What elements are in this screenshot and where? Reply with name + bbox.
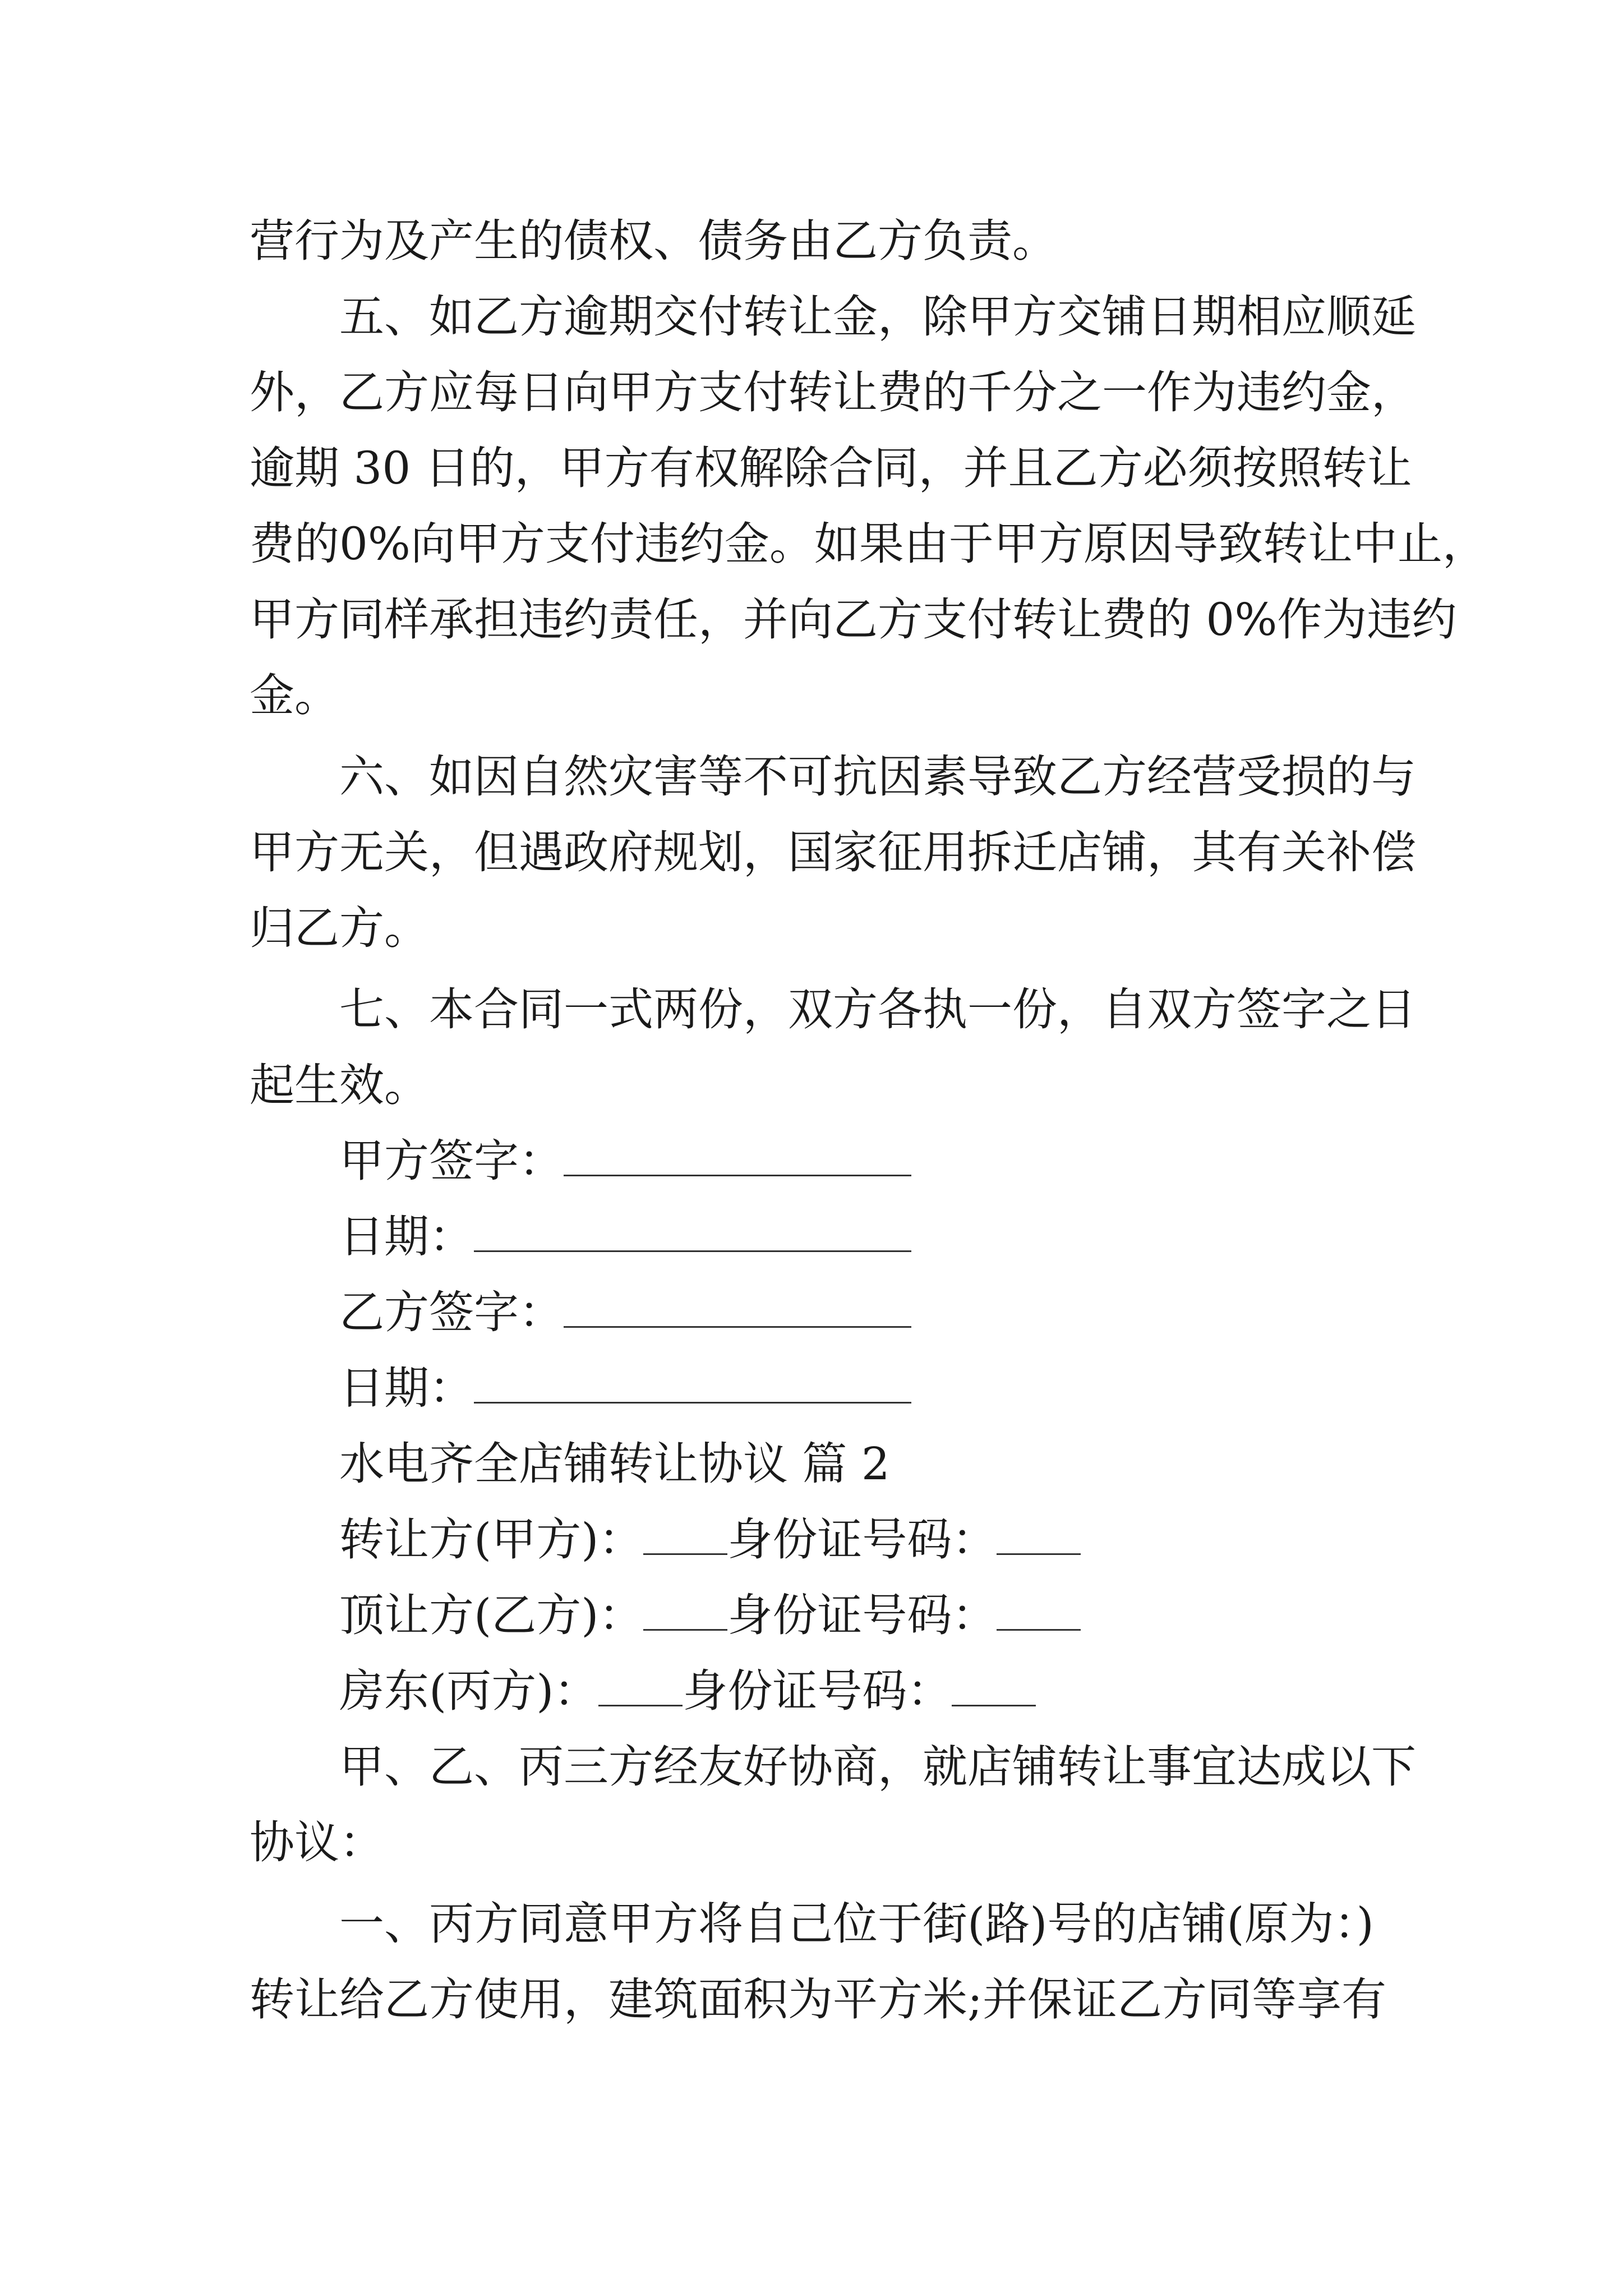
paragraph-line: 协议： — [250, 1816, 384, 1869]
transferee-id-blank[interactable] — [997, 1590, 1081, 1631]
transferor-name-blank[interactable] — [643, 1514, 727, 1555]
date-2-blank[interactable] — [474, 1363, 911, 1404]
paragraph-line: 起生效。 — [250, 1059, 429, 1111]
landlord-id-blank[interactable] — [952, 1665, 1036, 1706]
paragraph-line: 营行为及产生的债权、债务由乙方负责。 — [250, 215, 1057, 267]
section-title: 水电齐全店铺转让协议 篇 2 — [339, 1438, 890, 1490]
paragraph-line: 费的0%向甲方支付违约金。如果由于甲方原因导致转让中止， — [250, 518, 1487, 570]
transferor-id-blank[interactable] — [997, 1514, 1081, 1555]
id-number-label: 身份证号码： — [727, 1589, 997, 1641]
paragraph-line: 归乙方。 — [250, 902, 429, 954]
paragraph-line: 金。 — [250, 669, 339, 721]
transferor-label: 转让方(甲方)： — [339, 1513, 644, 1566]
date-1-blank[interactable] — [474, 1211, 911, 1252]
paragraph-line: 甲方同样承担违约责任，并向乙方支付转让费的 0%作为违约 — [250, 593, 1457, 646]
date-2-row — [339, 1358, 911, 1419]
paragraph-line: 一、丙方同意甲方将自己位于街(路)号的店铺(原为：) — [339, 1898, 1374, 1950]
paragraph-line: 七、本合同一式两份，双方各执一份，自双方签字之日 — [339, 983, 1416, 1036]
landlord-row — [339, 1660, 1036, 1722]
party-a-signature-blank[interactable] — [564, 1135, 911, 1176]
paragraph-line: 逾期 30 日的，甲方有权解除合同，并且乙方必须按照转让 — [250, 442, 1412, 494]
transferee-label: 顶让方(乙方)： — [339, 1589, 644, 1641]
party-b-signature-row — [339, 1282, 911, 1343]
id-number-label: 身份证号码： — [683, 1665, 952, 1717]
party-a-signature-label: 甲方签字： — [339, 1135, 564, 1187]
date-2-label: 日期： — [339, 1362, 474, 1414]
landlord-name-blank[interactable] — [598, 1665, 683, 1706]
transferee-name-blank[interactable] — [643, 1590, 727, 1631]
paragraph-line: 外，乙方应每日向甲方支付转让费的千分之一作为违约金， — [250, 366, 1416, 418]
party-b-signature-label: 乙方签字： — [339, 1286, 564, 1338]
transferee-row — [339, 1585, 1081, 1646]
paragraph-line: 五、如乙方逾期交付转让金，除甲方交铺日期相应顺延 — [339, 291, 1416, 343]
paragraph-line: 六、如因自然灾害等不可抗因素导致乙方经营受损的与 — [339, 751, 1416, 803]
party-b-signature-blank[interactable] — [564, 1287, 911, 1328]
transferor-row — [339, 1509, 1081, 1571]
paragraph-line: 甲方无关，但遇政府规划，国家征用拆迁店铺，其有关补偿 — [250, 826, 1416, 878]
landlord-label: 房东(丙方)： — [339, 1665, 599, 1717]
party-a-signature-row — [339, 1130, 911, 1192]
date-1-row — [339, 1206, 911, 1268]
id-number-label: 身份证号码： — [727, 1513, 997, 1566]
paragraph-line: 转让给乙方使用，建筑面积为平方米;并保证乙方同等享有 — [250, 1973, 1386, 2026]
paragraph-line: 甲、乙、丙三方经友好协商，就店铺转让事宜达成以下 — [339, 1741, 1416, 1793]
date-1-label: 日期： — [339, 1211, 474, 1263]
